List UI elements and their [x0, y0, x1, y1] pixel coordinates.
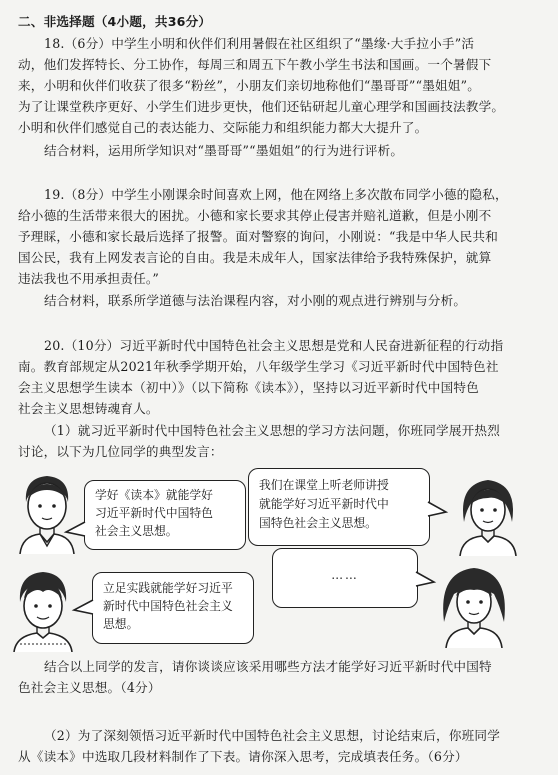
- q20-sub1-task-line: 结合以上同学的发言，请你谈谈应该采用哪些方法才能学好习近平新时代中国特: [44, 659, 492, 674]
- q20-line: 20.（10分）习近平新时代中国特色社会主义思想是党和人民奋进新征程的行动指: [44, 338, 504, 353]
- q19-line: 给小德的生活带来很大的困扰。小德和家长要求其停止侵害并赔礼道歉，但是小刚不: [18, 208, 492, 223]
- bubble-3-tail: [72, 598, 96, 618]
- q19-line: 国公民，我有上网发表言论的自由。我是未成年人，国家法律给予我特殊保护，就算: [18, 250, 492, 265]
- q19-line: 19.（8分）中学生小刚课余时间喜欢上网，他在网络上多次散布同学小德的隐私，: [44, 187, 508, 202]
- bubble-2-line: 国特色社会主义思想。: [259, 516, 377, 530]
- girl-student-icon: [452, 470, 524, 556]
- q18-task: 结合材料，运用所学知识对“墨哥哥”“墨姐姐”的行为进行评析。: [44, 143, 404, 158]
- q19-line: 违法我也不用承担责任。”: [18, 271, 160, 286]
- bubble-4-tail: [414, 570, 438, 590]
- bubble-1-line: 学好《读本》就能学好: [95, 488, 213, 502]
- q18-line: 动，他们发挥特长、分工协作，每周三和周五下午教小学生书法和国画。一个暑假下: [18, 57, 492, 72]
- q20-sub1-line: 讨论，以下为几位同学的典型发言：: [18, 444, 223, 459]
- q18-line: 来，小明和伙伴们收获了很多“粉丝”，小朋友们亲切地称他们“墨哥哥”“墨姐姐”。: [18, 78, 481, 93]
- q20-sub2-line: （2）为了深刻领悟习近平新时代中国特色社会主义思想，讨论结束后，你班同学: [44, 728, 500, 743]
- q19-task: 结合材料，联系所学道德与法治课程内容，对小刚的观点进行辨别与分析。: [44, 293, 467, 308]
- q18-line: 18.（6分）中学生小明和伙伴们利用暑假在社区组织了“墨缘·大手拉小手”活: [44, 36, 475, 51]
- q18-line: 为了让课堂秩序更好、小学生们进步更快，他们还钻研起儿童心理学和国画技法教学。: [18, 99, 505, 114]
- section-title: 二、非选择题（4小题，共36分）: [18, 14, 212, 29]
- bubble-2-tail: [426, 500, 450, 520]
- bubble-1-line: 社会主义思想。: [95, 524, 178, 538]
- q20-line: 南。教育部规定从2021年秋季学期开始，八年级学生学习《习近平新时代中国特色社: [18, 359, 499, 374]
- bubble-4-ellipsis: ……: [331, 568, 359, 582]
- bubble-3-line: 思想。: [103, 617, 139, 631]
- q18-line: 小明和伙伴们感觉自己的表达能力、交际能力和组织能力都大大提升了。: [18, 120, 428, 135]
- speech-bubble-4: [272, 548, 418, 608]
- bubble-2-line: 就能学好习近平新时代中: [259, 497, 389, 511]
- bubble-1-line: 习近平新时代中国特色: [95, 506, 213, 520]
- speech-bubble-3: [92, 572, 254, 644]
- q20-sub1-line: （1）就习近平新时代中国特色社会主义思想的学习方法问题，你班同学展开热烈: [44, 423, 500, 438]
- q20-sub1-task-line: 色社会主义思想。（4分）: [18, 680, 161, 695]
- bubble-1-tail: [64, 520, 88, 540]
- q20-sub2-line: 从《读本》中选取几段材料制作了下表。请你深入思考，完成填表任务。（6分）: [18, 749, 468, 764]
- q19-line: 予理睬，小德和家长最后选择了报警。面对警察的询问，小刚说：“我是中华人民共和: [18, 229, 499, 244]
- bubble-3-line: 立足实践就能学好习近平: [103, 581, 233, 595]
- boy-student-icon: [14, 468, 80, 554]
- q20-line: 社会主义思想铸魂育人。: [18, 401, 159, 416]
- boy-student-2-icon: [10, 566, 76, 652]
- bubble-2-line: 我们在课堂上听老师讲授: [259, 478, 389, 492]
- speech-bubble-1: [84, 480, 246, 550]
- girl-student-2-icon: [436, 560, 512, 648]
- bubble-3-line: 新时代中国特色社会主义: [103, 599, 233, 613]
- speech-bubble-2: [248, 468, 430, 546]
- q20-line: 会主义思想学生读本（初中）》（以下简称《读本》），坚持以习近平新时代中国特色: [18, 380, 479, 395]
